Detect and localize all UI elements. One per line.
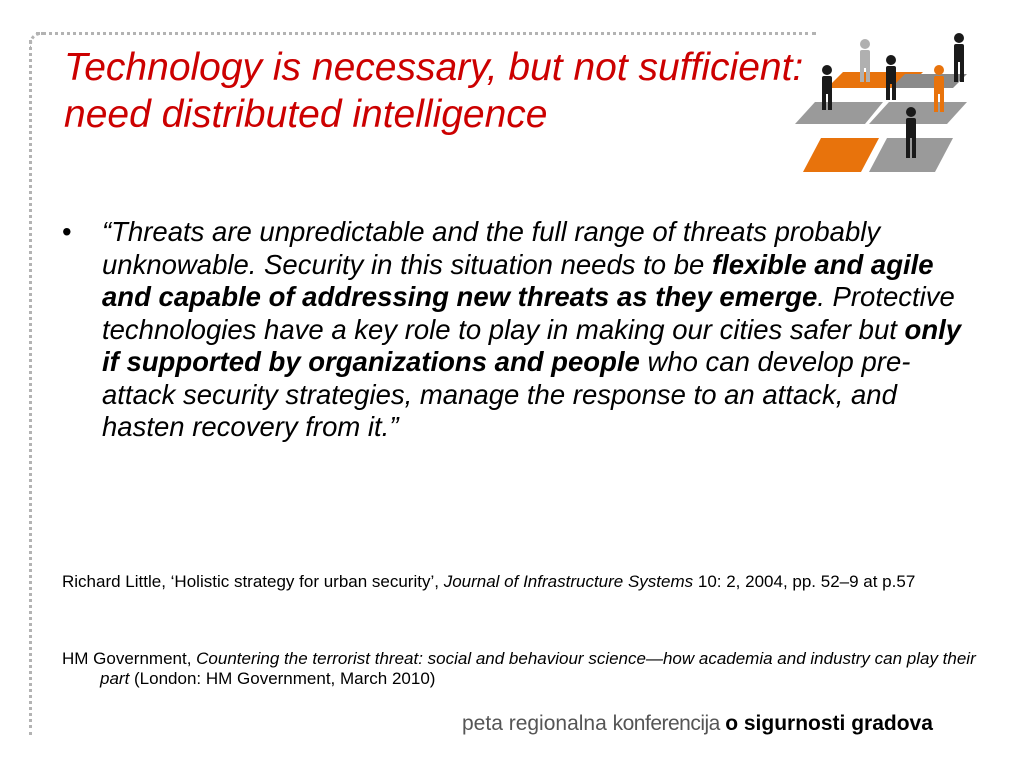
footer-part-3: o sigurnosti gradova [725, 712, 933, 735]
dotted-frame-left [29, 40, 32, 735]
dotted-frame-top [36, 32, 816, 35]
title-line-1: Technology is necessary, but not sufficient: [64, 46, 804, 89]
quote-text [102, 216, 967, 444]
quote-bold-2: only if supported by organizations and people [102, 313, 962, 377]
reference-2-title: Countering the terrorist threat: social and behaviour science—how academia and industry can play their part [100, 649, 976, 688]
footer-part-1: peta regionalna [462, 712, 613, 735]
reference-1-title: Journal of Infrastructure Systems [443, 572, 694, 591]
footer-part-2: konferencija [612, 712, 726, 735]
reference-2-before: HM Government, [62, 649, 197, 668]
people-on-tiles-logo-icon [785, 20, 985, 180]
quote-part-1: “Threats are unpredictable and the full range of threats probably unknowable. Security in this situation needs to be [102, 216, 881, 280]
quote-bullet [62, 216, 967, 444]
conference-footer [462, 712, 982, 736]
reference-1 [62, 572, 1000, 592]
reference-2-after: (London: HM Government, March 2010) [129, 669, 436, 688]
bullet-marker: • [62, 216, 72, 247]
quote-bold-1: flexible and agile and capable of addressing new threats as they emerge [102, 248, 934, 312]
reference-1-before: Richard Little, ‘Holistic strategy for urban security’, [62, 572, 444, 591]
reference-2 [62, 649, 1000, 689]
quote-part-3: who can develop pre-attack security strategies, manage the response to an attack, and hasten recovery from it.” [102, 346, 911, 442]
reference-1-after: 10: 2, 2004, pp. 52–9 at p.57 [693, 572, 916, 591]
title-line-2: need distributed intelligence [64, 93, 548, 136]
quote-part-2: . Protective technologies have a key role to play in making our cities safer but [102, 281, 955, 345]
